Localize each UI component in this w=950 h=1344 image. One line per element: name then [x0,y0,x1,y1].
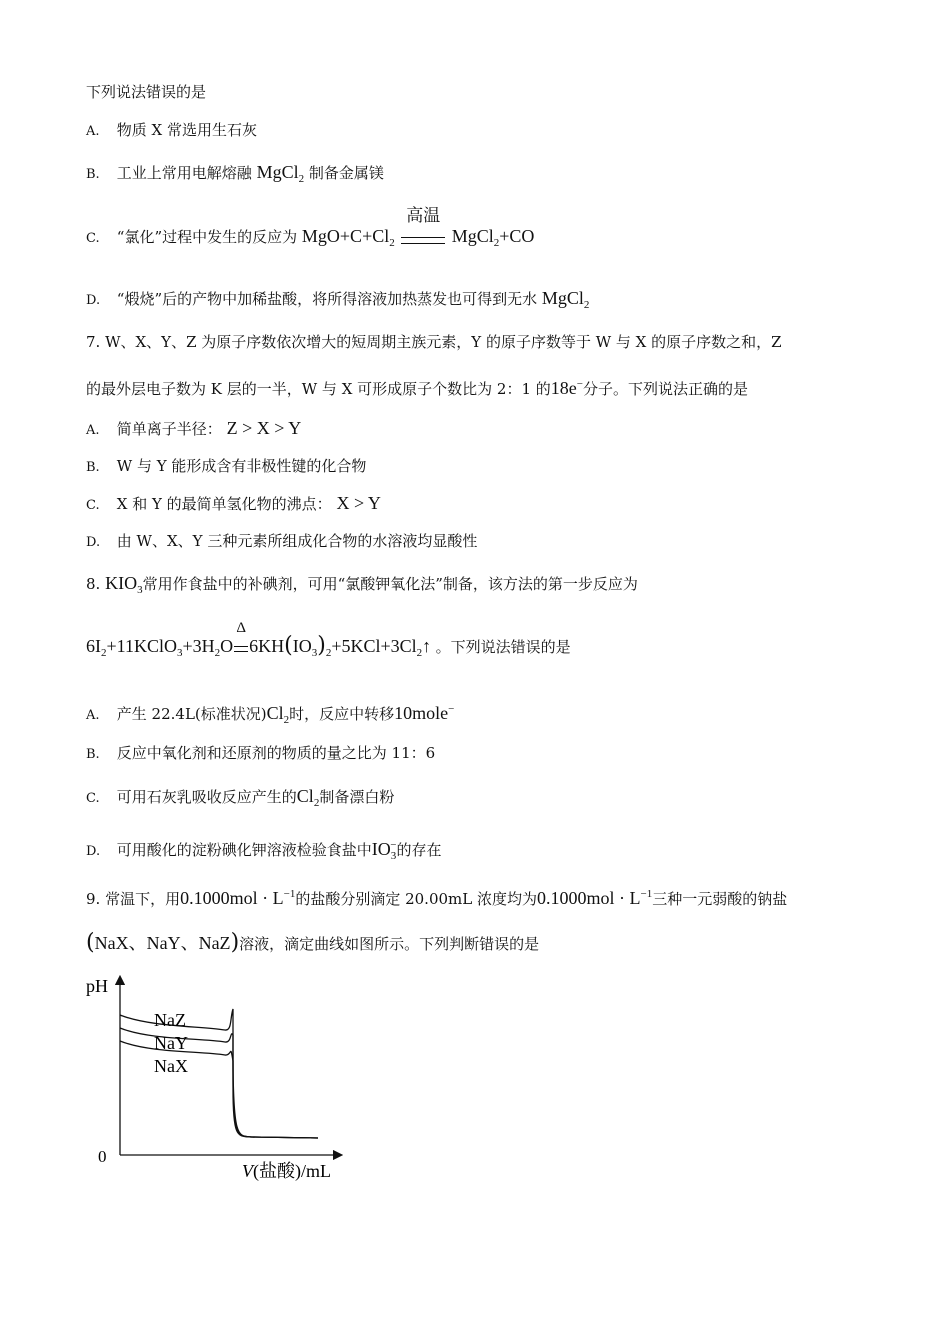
reaction-equation: $MgO+C+Cl_2$ 高温 MgCl$_2$+CO [301,206,535,249]
formula: X > Y [336,493,381,513]
origin-label: 0 [98,1147,107,1166]
option-text: 由 W、X、Y 三种元素所组成化合物的水溶液均显酸性 [116,532,478,550]
reaction-equation: $6I_2+11KClO_3+3H_2O$ Δ $6KH(IO_3)_2+5KCl+3Cl_2↑$ [86,620,432,659]
formula-io3: $IO_3^-$ [371,839,397,862]
q8-stem-line1: 8. $KIO_3$常用作食盐中的补碘剂，可用“氯酸钾氧化法”制备，该方法的第一步反应为 [86,573,638,596]
option-label: B. [86,460,100,475]
y-axis-label: pH [86,976,108,996]
option-label: C. [86,498,100,513]
option-label: D. [86,844,101,859]
option-label: D. [86,535,101,550]
concentration: $0.1000mol \cdot L^{-1}$ [537,888,653,908]
option-label: A. [86,124,100,139]
q8-equation-line: $6I_2+11KClO_3+3H_2O$ Δ $6KH(IO_3)_2+5KCl+3Cl_2↑$ 。下列说法错误的是 [86,620,571,659]
x-axis-label: V(盐酸)/mL [242,1161,331,1181]
option-label: A. [86,423,100,438]
q6-option-a [86,120,257,142]
q7-option-a [86,418,301,441]
option-label: C. [86,791,100,806]
curve-nay [120,1028,318,1138]
option-text: 简单离子半径： [116,420,222,438]
option-text: 产生 22.4L(标准状况) [116,705,267,723]
q7-option-c [86,493,381,516]
formula-18e: 18e− [550,378,583,398]
gas-arrow: ↑ [422,636,432,656]
option-label: B. [86,747,100,762]
option-text: 可用石灰乳吸收反应产生的 [116,788,297,806]
label-nay: NaY [154,1033,188,1053]
q9-stem-line1: 9. 常温下，用$0.1000mol \cdot L^{-1}$的盐酸分别滴定 20.00mL 浓度均为$0.1000mol \cdot L^{-1}$三种一元弱酸的钠盐 [86,888,788,908]
q7-option-d [86,531,477,553]
option-label: C. [86,231,100,246]
label-nax: NaX [154,1056,188,1076]
curve-nax [120,1041,318,1138]
formula-mgcl2: MgCl$_2$ [256,162,305,185]
concentration: $0.1000mol \cdot L^{-1}$ [180,888,296,908]
option-label: B. [86,167,100,182]
reaction-condition: 高温 [401,228,445,248]
option-text: 物质 X 常选用生石灰 [116,121,257,139]
formula-electrons: 10mole− [394,703,455,723]
q6-option-c [86,206,535,253]
option-label: D. [86,293,101,308]
label-naz: NaZ [154,1010,186,1030]
option-text: W 与 Y 能形成含有非极性键的化合物 [116,457,367,475]
q6-stem: 下列说法错误的是 [86,83,207,101]
option-text: 工业上常用电解熔融 [116,164,252,182]
option-text: 反应中氧化剂和还原剂的物质的量之比为 11：6 [116,744,436,762]
salt-list: (NaX、NaY、NaZ) [86,930,240,955]
formula-mgcl2: MgCl$_2$ [541,288,590,311]
q7-stem-line2: 的最外层电子数为 K 层的一半，W 与 X 可形成原子个数比为 2：1 的18e−分子。下列说法正确的是 [86,378,749,398]
formula-cl2: $Cl_2$ [296,786,320,809]
curve-naz [120,1009,318,1138]
q6-option-d [86,288,589,315]
q8-option-a: A. 产生 22.4L(标准状况)$Cl_2$时，反应中转移10mole− [86,703,455,726]
q8-option-b [86,743,435,765]
formula-kio3: $KIO_3$ [105,573,143,596]
q7-option-b [86,456,366,478]
q8-option-d: D. 可用酸化的淀粉碘化钾溶液检验食盐中$IO_3^-$的存在 [86,839,442,862]
titration-chart [80,970,380,1190]
formula-cl2: $Cl_2$ [266,703,290,726]
q9-stem-line2: (NaX、NaY、NaZ)溶液，滴定曲线如图所示。下列判断错误的是 [86,930,540,955]
option-text: “氯化”过程中发生的反应为 [116,228,298,246]
heat-condition: Δ [233,636,249,656]
option-text: “煅烧”后的产物中加稀盐酸，将所得溶液加热蒸发也可得到无水 [116,290,538,308]
option-text: 制备金属镁 [308,164,384,182]
option-text: 可用酸化的淀粉碘化钾溶液检验食盐中 [116,841,372,859]
option-label: A. [86,708,100,723]
q8-option-c: C. 可用石灰乳吸收反应产生的$Cl_2$制备漂白粉 [86,786,395,809]
q7-stem-line1: 7. W、X、Y、Z 为原子序数依次增大的短周期主族元素，Y 的原子序数等于 W 与 X 的原子序数之和，Z [86,333,782,351]
q6-option-b [86,162,384,189]
option-text: X 和 Y 的最简单氢化物的沸点： [116,495,332,513]
formula: Z > X > Y [226,418,302,438]
